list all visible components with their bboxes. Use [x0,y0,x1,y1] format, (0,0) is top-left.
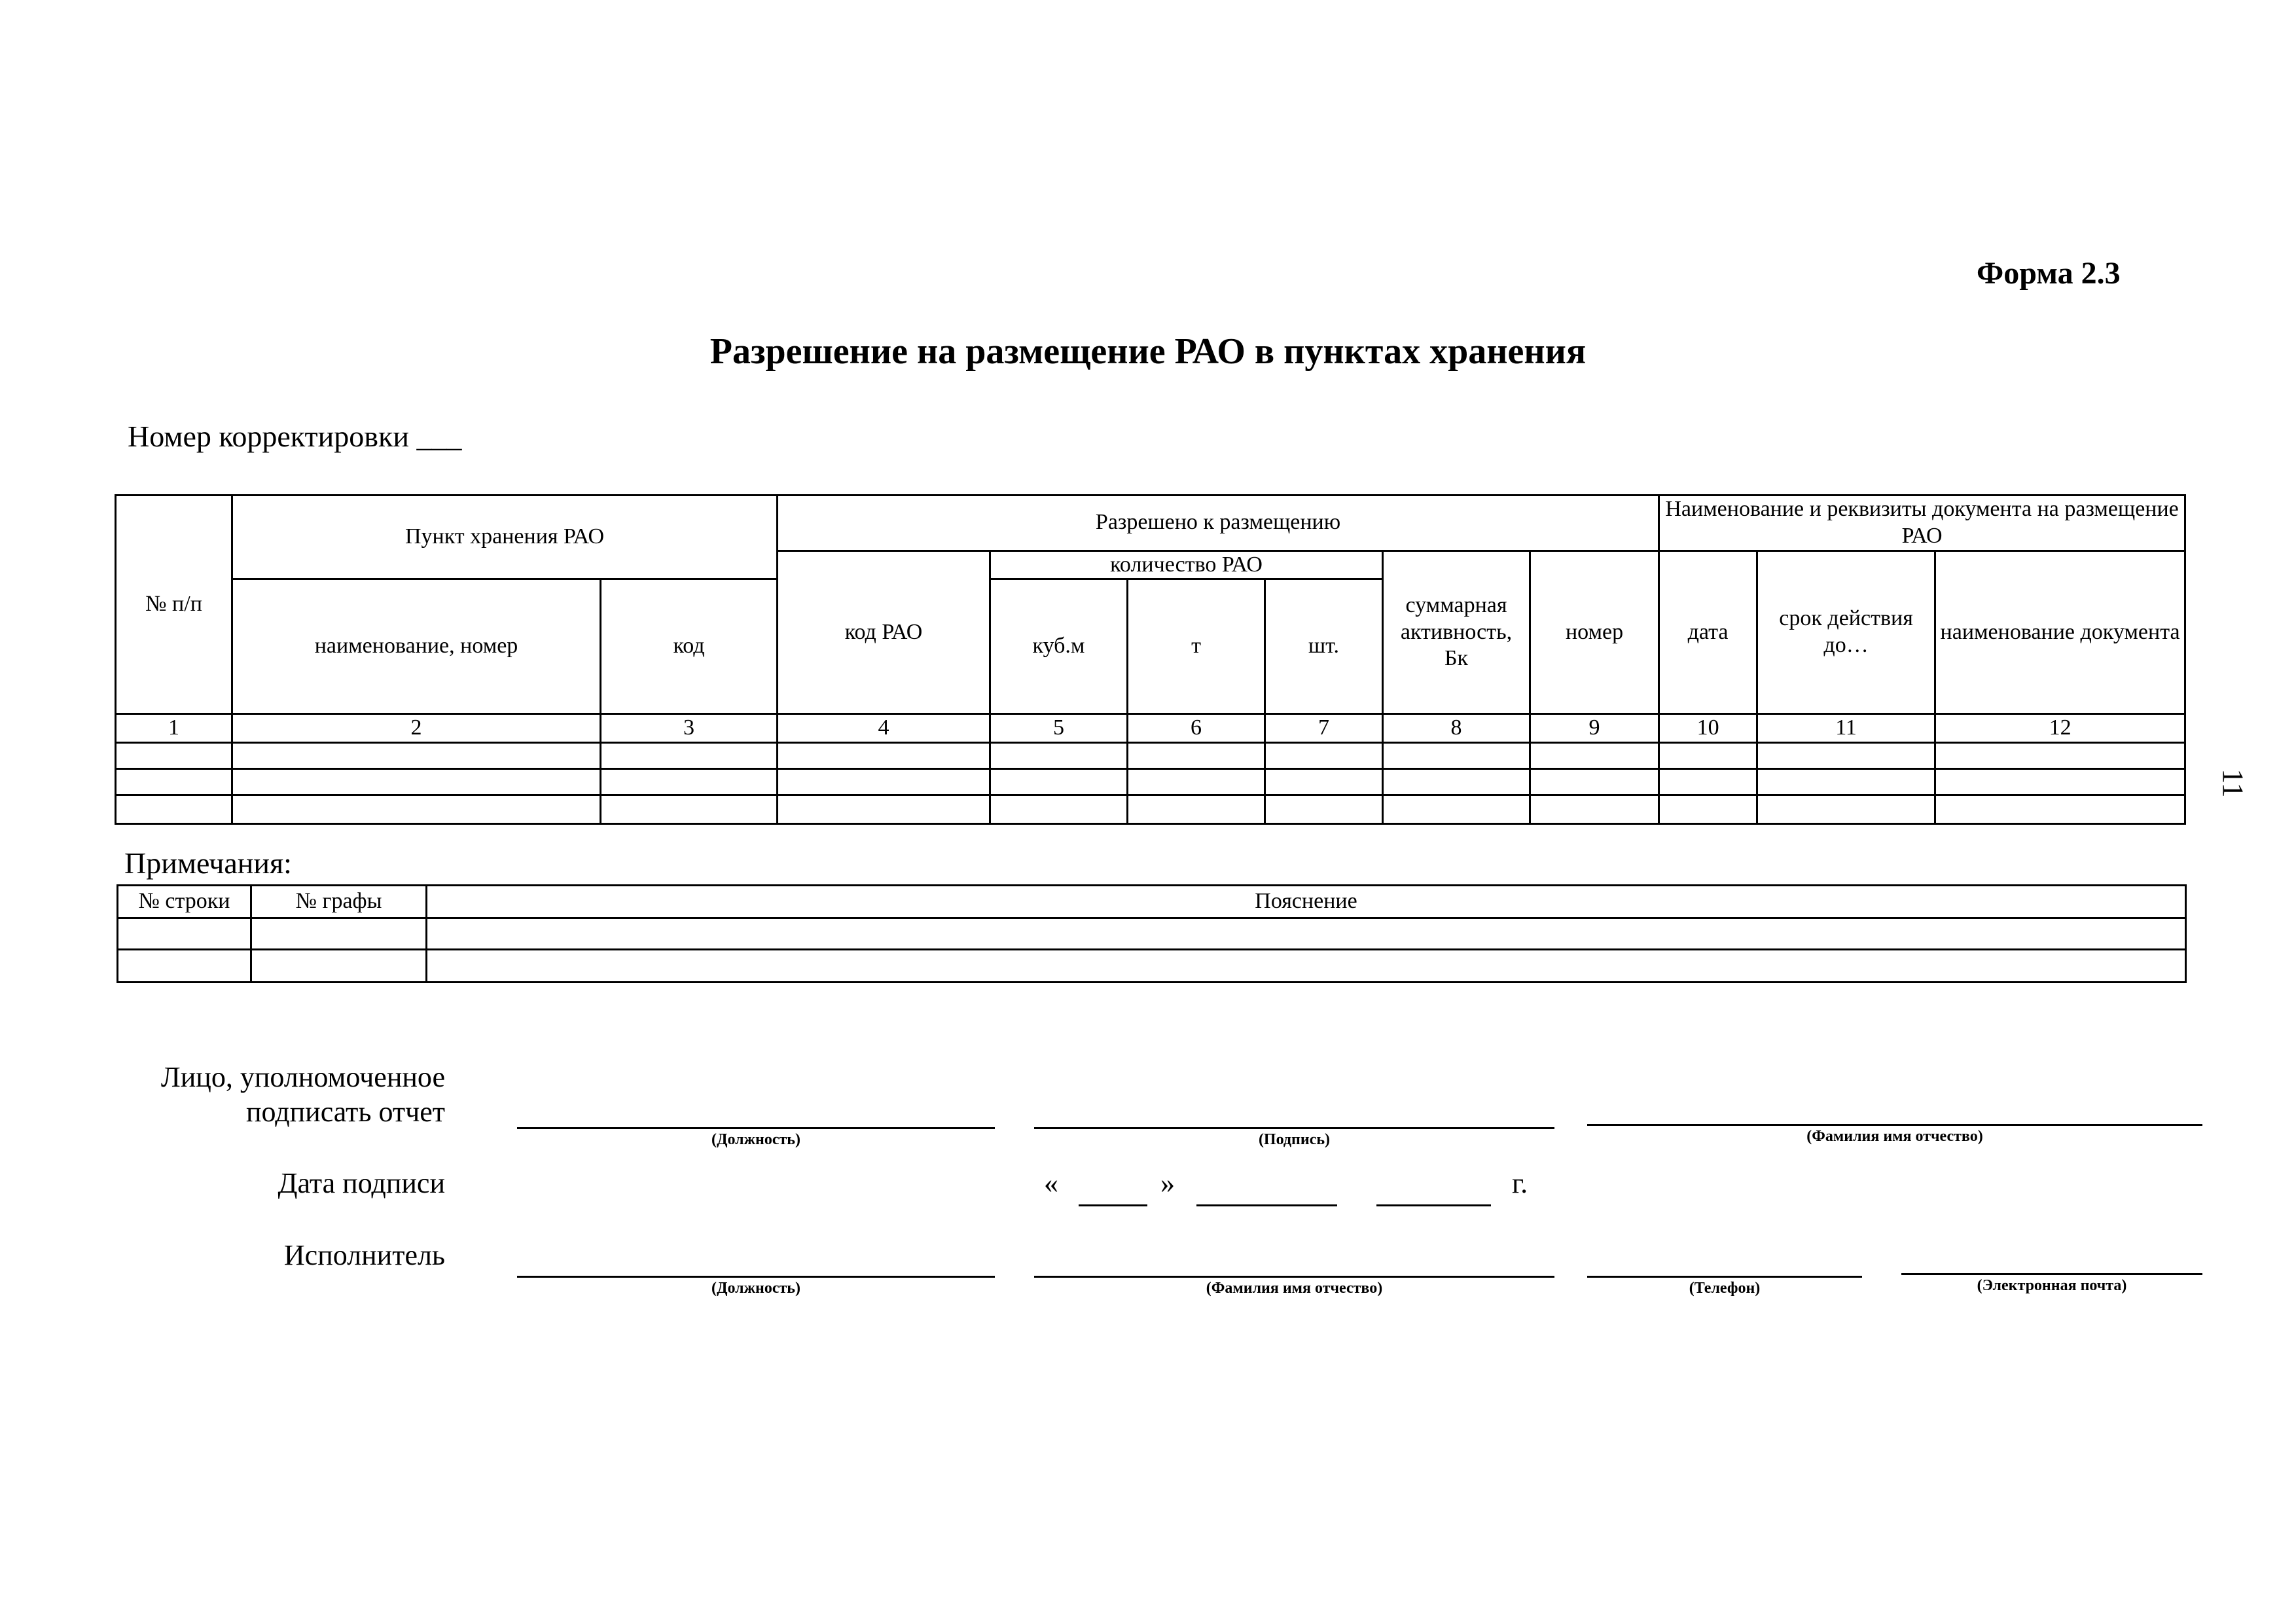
col-header-num: № п/п [116,496,232,714]
table-cell[interactable] [251,950,427,983]
signature-date-label: Дата подписи [278,1167,445,1199]
fullname-line[interactable] [1587,1124,2202,1126]
col-header-qty-pcs: шт. [1265,579,1383,714]
table-cell[interactable] [1935,743,2185,769]
table-cell[interactable] [1383,743,1530,769]
table-row [118,950,2186,983]
year-suffix: г. [1512,1167,1528,1199]
table-cell[interactable] [1265,795,1383,824]
table-cell[interactable] [778,743,990,769]
col-index: 2 [232,714,601,743]
table-cell[interactable] [1659,769,1757,795]
table-cell[interactable] [1383,769,1530,795]
col-header-qty-m3: куб.м [990,579,1128,714]
date-month-line[interactable] [1196,1204,1337,1206]
correction-number-label: Номер корректировки ___ [128,420,462,453]
col-group-allowed: Разрешено к размещению [778,496,1659,551]
executor-position-line[interactable] [517,1276,995,1278]
table-cell[interactable] [778,769,990,795]
table-cell[interactable] [232,769,601,795]
table-cell[interactable] [1659,795,1757,824]
col-header-storage-code: код [601,579,778,714]
table-row [116,769,2185,795]
table-cell[interactable] [232,795,601,824]
table-cell[interactable] [1128,795,1265,824]
table-cell[interactable] [251,918,427,950]
table-cell[interactable] [990,795,1128,824]
col-header-storage-name: наименование, номер [232,579,601,714]
col-header-qty-t: т [1128,579,1265,714]
col-index: 10 [1659,714,1757,743]
notes-label: Примечания: [124,846,292,880]
position-line[interactable] [517,1127,995,1129]
notes-col-column: № графы [251,886,427,918]
date-day-line[interactable] [1079,1204,1147,1206]
table-cell[interactable] [601,743,778,769]
executor-fullname-line[interactable] [1034,1276,1554,1278]
col-group-quantity: количество РАО [990,550,1383,579]
signature-line[interactable] [1034,1127,1554,1129]
col-header-rao-code: код РАО [778,550,990,714]
col-index: 7 [1265,714,1383,743]
signature-caption: (Подпись) [1258,1131,1331,1148]
col-group-storage: Пункт хранения РАО [232,496,778,579]
notes-col-explanation: Пояснение [427,886,2186,918]
table-cell[interactable] [116,769,232,795]
table-cell[interactable] [1128,769,1265,795]
col-index: 6 [1128,714,1265,743]
executor-fullname-caption: (Фамилия имя отчество) [1206,1280,1383,1297]
quote-open: « [1044,1167,1058,1199]
email-line[interactable] [1901,1273,2202,1275]
table-cell[interactable] [1659,743,1757,769]
col-group-document: Наименование и реквизиты документа на размещение РАО [1659,496,2185,551]
form-number: Форма 2.3 [1977,256,2121,291]
table-cell[interactable] [427,950,2186,983]
col-index: 9 [1530,714,1659,743]
col-index: 12 [1935,714,2185,743]
table-cell[interactable] [1935,769,2185,795]
table-cell[interactable] [118,950,251,983]
table-cell[interactable] [778,795,990,824]
col-index: 5 [990,714,1128,743]
col-index: 11 [1757,714,1935,743]
document-title: Разрешение на размещение РАО в пунктах хранения [709,331,1587,372]
table-cell[interactable] [1530,769,1659,795]
col-header-doc-date: дата [1659,550,1757,714]
table-row [118,918,2186,950]
fullname-caption: (Фамилия имя отчество) [1806,1128,1983,1145]
col-index: 4 [778,714,990,743]
table-cell[interactable] [1530,795,1659,824]
table-cell[interactable] [1128,743,1265,769]
table-cell[interactable] [1757,769,1935,795]
notes-col-row: № строки [118,886,251,918]
phone-line[interactable] [1587,1276,1862,1278]
executor-position-caption: (Должность) [711,1280,800,1297]
date-year-line[interactable] [1376,1204,1491,1206]
col-index: 3 [601,714,778,743]
table-cell[interactable] [1265,743,1383,769]
executor-label: Исполнитель [283,1239,445,1271]
table-cell[interactable] [990,769,1128,795]
table-cell[interactable] [427,918,2186,950]
table-cell[interactable] [601,795,778,824]
col-header-doc-number: номер [1530,550,1659,714]
table-cell[interactable] [116,795,232,824]
table-cell[interactable] [601,769,778,795]
table-cell[interactable] [1530,743,1659,769]
col-index: 1 [116,714,232,743]
table-cell[interactable] [1935,795,2185,824]
table-cell[interactable] [1757,795,1935,824]
col-index: 8 [1383,714,1530,743]
notes-table [117,884,2187,983]
col-header-doc-name: наименование документа [1935,550,2185,714]
table-cell[interactable] [1757,743,1935,769]
col-header-total-activity: суммарная активность, Бк [1383,550,1530,714]
position-caption: (Должность) [711,1131,800,1148]
page-number: 11 [2216,768,2250,798]
email-caption: (Электронная почта) [1977,1277,2127,1294]
quote-close: » [1160,1167,1175,1199]
table-cell[interactable] [116,743,232,769]
table-cell[interactable] [1265,769,1383,795]
col-header-doc-validity: срок действия до… [1757,550,1935,714]
authorized-person-label: Лицо, уполномоченное подписать отчет [160,1061,445,1128]
table-cell[interactable] [990,743,1128,769]
main-table [115,494,2186,825]
table-row [116,743,2185,769]
table-row [116,795,2185,824]
table-cell[interactable] [1383,795,1530,824]
table-cell[interactable] [232,743,601,769]
phone-caption: (Телефон) [1689,1280,1761,1297]
table-cell[interactable] [118,918,251,950]
